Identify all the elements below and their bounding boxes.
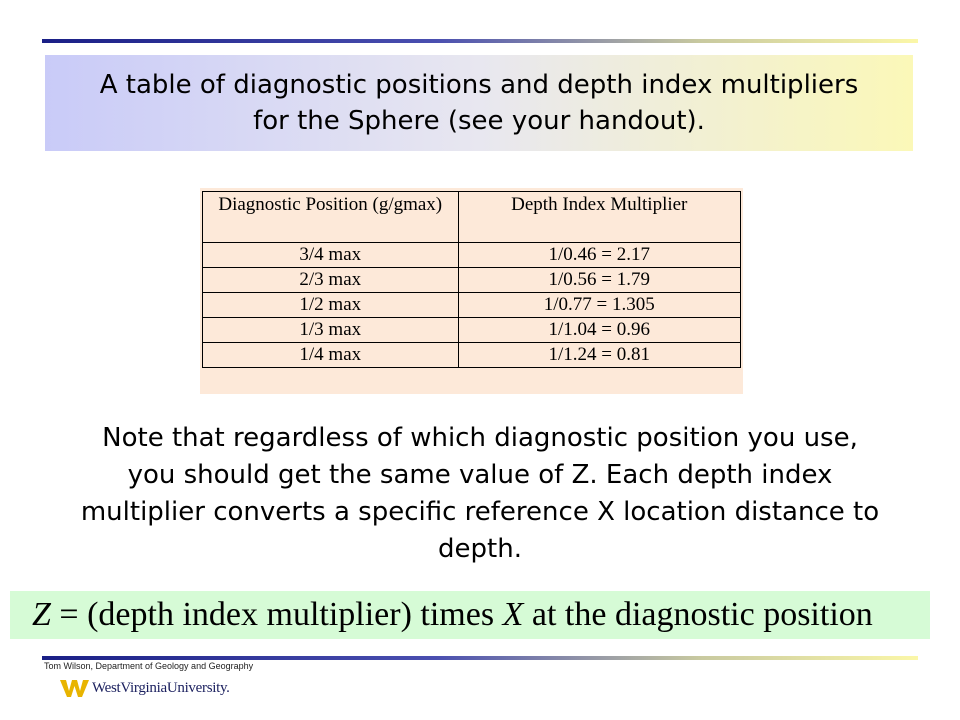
table-row xyxy=(203,268,741,293)
multiplier-cell: 1/1.04 = 0.96 xyxy=(458,318,740,343)
wvu-flying-wv-logo-icon xyxy=(60,678,90,698)
formula-middle: (depth index multiplier) times xyxy=(87,596,495,633)
top-rule xyxy=(42,39,918,43)
diagnostic-position-cell: 1/3 max xyxy=(203,318,459,343)
multiplier-cell: 1/0.46 = 2.17 xyxy=(458,243,740,268)
title-box xyxy=(45,55,913,151)
formula-z: Z xyxy=(32,596,51,633)
note-text: Note that regardless of which diagnostic position you use, you should get the same value of Z. Each depth index multiplier converts a specific reference X location distance to depth. xyxy=(80,423,880,564)
table-row xyxy=(203,243,741,268)
table-container xyxy=(200,188,743,394)
table-header-row xyxy=(203,192,741,243)
logo-wordmark: WestVirginiaUniversity. xyxy=(92,679,230,696)
diagnostic-position-cell: 2/3 max xyxy=(203,268,459,293)
table-row xyxy=(203,343,741,368)
diagnostic-position-cell: 1/2 max xyxy=(203,293,459,318)
table-row xyxy=(203,318,741,343)
multiplier-cell: 1/0.77 = 1.305 xyxy=(458,293,740,318)
diagnostic-table xyxy=(202,191,741,368)
formula xyxy=(32,593,873,637)
footer-credit: Tom Wilson, Department of Geology and Geography xyxy=(44,661,254,671)
university-logo xyxy=(60,676,230,700)
formula-box xyxy=(10,591,930,639)
header-depth-index-multiplier: Depth Index Multiplier xyxy=(458,192,740,243)
formula-tail: at the diagnostic position xyxy=(531,596,873,633)
header-diagnostic-position: Diagnostic Position (g/gmax) xyxy=(203,192,459,243)
diagnostic-position-cell: 3/4 max xyxy=(203,243,459,268)
slide-title: A table of diagnostic positions and depth index multipliers for the Sphere (see your handout). xyxy=(99,70,859,136)
formula-equals: = xyxy=(59,596,79,633)
formula-x: X xyxy=(502,596,524,633)
table-row xyxy=(203,293,741,318)
multiplier-cell: 1/1.24 = 0.81 xyxy=(458,343,740,368)
diagnostic-position-cell: 1/4 max xyxy=(203,343,459,368)
multiplier-cell: 1/0.56 = 1.79 xyxy=(458,268,740,293)
bottom-rule xyxy=(42,656,918,660)
